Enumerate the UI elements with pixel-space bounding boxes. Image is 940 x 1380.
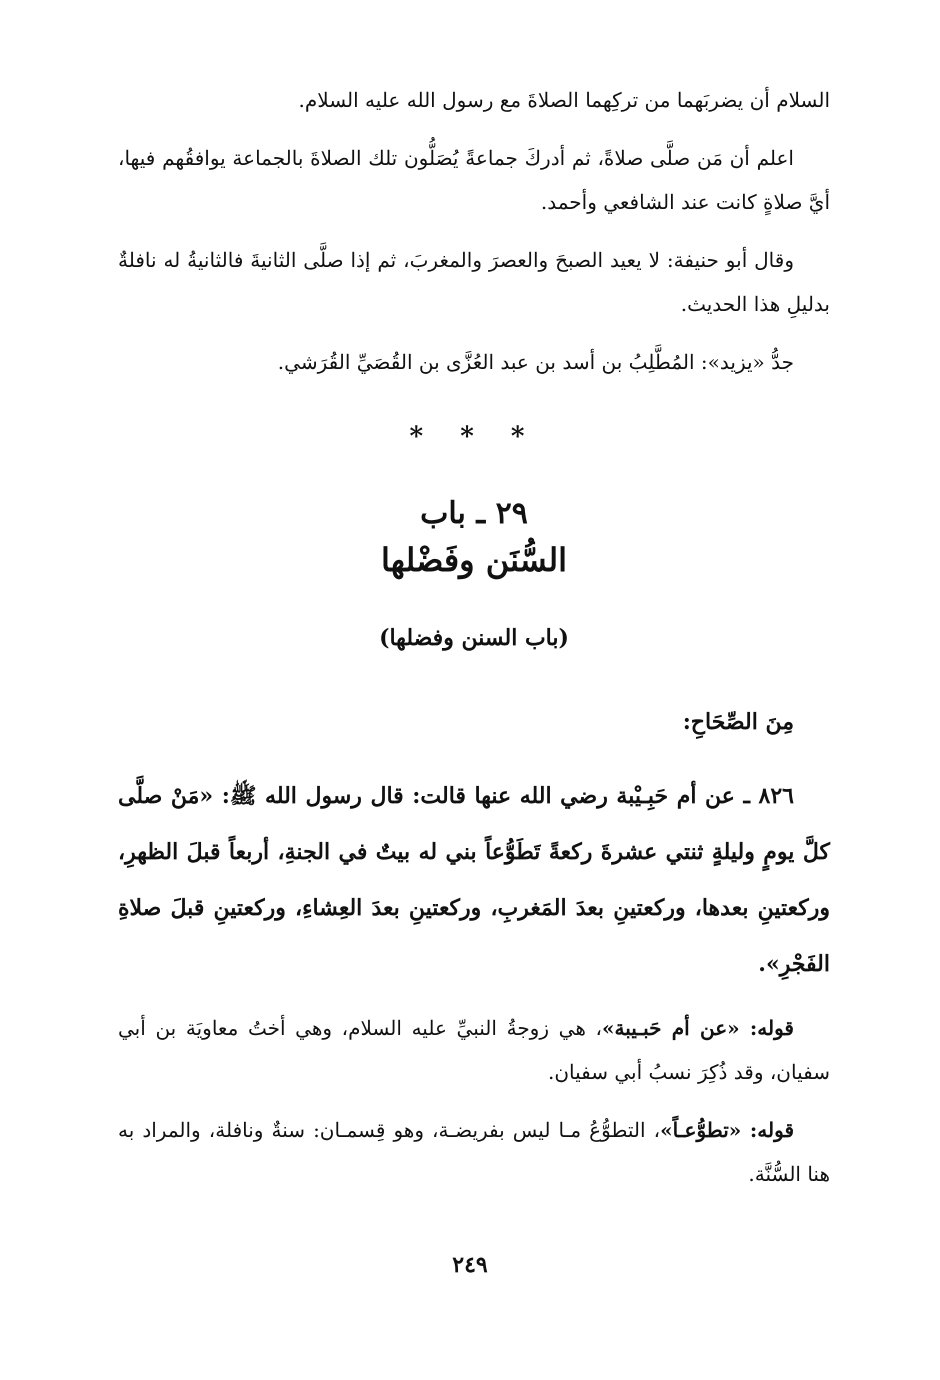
section-separator: * * * (409, 422, 539, 452)
commentary-label: قوله: «عن أم حَبـيبة» (601, 1016, 794, 1040)
commentary-text: ، هي زوجةُ النبيِّ عليه السلام، وهي أختُ معاويَة بن أبي سفيان، وقد ذُكِرَ نسبُ أبي سفيان. (118, 1016, 830, 1084)
commentary-label: قوله: «تطوُّعـاً» (660, 1118, 795, 1142)
paragraph-continuation: السلام أن يضربَهما من تركِهما الصلاةَ مع رسول الله عليه السلام. (298, 88, 830, 112)
hadith-826: ٨٢٦ ـ عن أم حَبِـيْبة رضي الله عنها قالت: قال رسول الله ﷺ: «مَنْ صلَّى كلَّ يومٍ وليلةٍ ثنتي عشرةَ ركعةً تَطَوُّعاً بني له بيتٌ في الجنةِ، أربعاً قبلَ الظهرِ، وركعتينِ بعدها، وركعتينِ بعدَ المَغربِ، وركعتينِ بعدَ العِشاءِ، وركعتينِ قبلَ صلاةِ الفَجْرِ». (118, 783, 830, 977)
commentary-umm-habiba (118, 1006, 830, 1094)
paragraph-abu-hanifa: وقال أبو حنيفة: لا يعيد الصبحَ والعصرَ والمغربَ، ثم إذا صلَّى الثانيةَ فالثانيةُ له نافلةٌ بدليلِ هذا الحديث. (118, 248, 830, 316)
page-body (118, 78, 830, 1210)
commentary-text: ، التطوُّعُ مـا ليس بفريضـة، وهو قِسمـان: سنةٌ ونافلة، والمراد به هنا السُّنَّة. (118, 1118, 830, 1186)
subheading-sahih: مِنَ الصِّحَاحِ: (682, 709, 794, 735)
chapter-title: السُّنَن وفَضْلها (381, 541, 567, 579)
section-title: (باب السنن وفضلها) (379, 625, 569, 651)
page-number: ٢٤٩ (452, 1252, 488, 1278)
paragraph-know: اعلم أن مَن صلَّى صلاةً، ثم أدركَ جماعةً يُصَلُّون تلك الصلاةَ بالجماعة يوافقُهم فيها، أيَّ صلاةٍ كانت عند الشافعي وأحمد. (118, 146, 830, 214)
chapter-number: ٢٩ ـ باب (420, 496, 528, 531)
commentary-tatawwu (118, 1108, 830, 1196)
paragraph-yazid-ancestry: جدُّ «يزيد»: المُطَّلِبُ بن أسد بن عبد العُزَّى بن القُصَيِّ القُرَشي. (277, 350, 794, 374)
